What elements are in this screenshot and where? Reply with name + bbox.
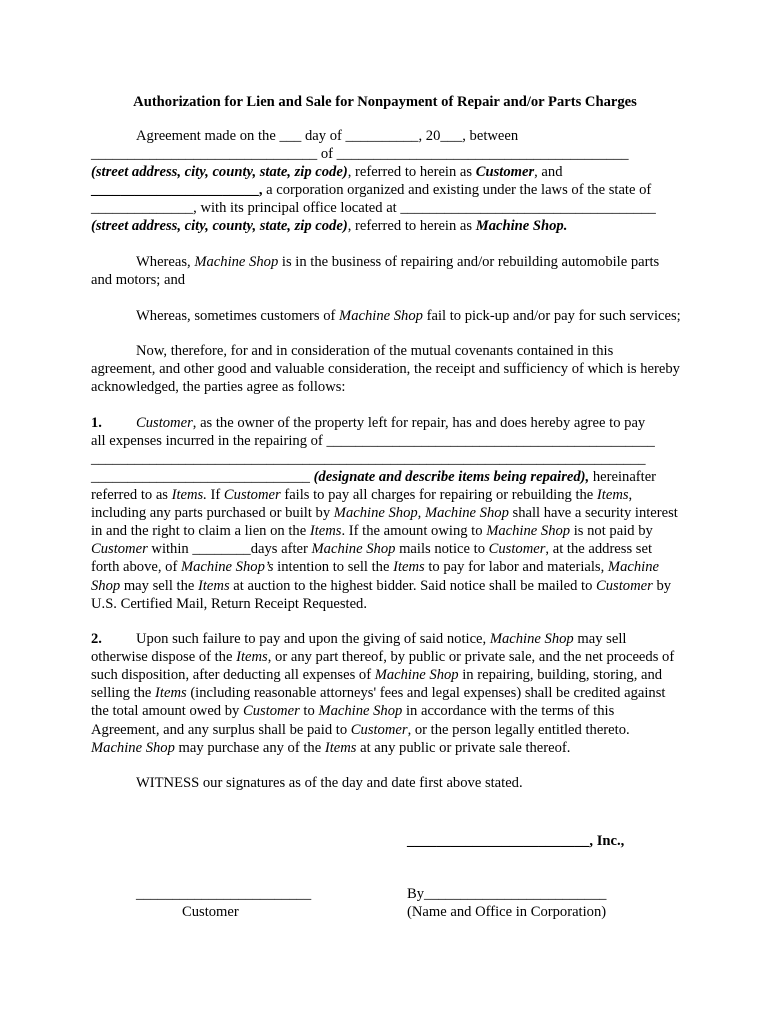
text: Upon such failure to pay and upon the giving of said notice, [136,631,490,648]
party-machine-shop: Machine Shop. [475,218,568,235]
text: shall have a security interest in and the right to claim a lien on the [91,505,678,540]
text-italic: Customer [243,703,300,720]
text-italic: Machine Shop [91,559,659,594]
text-italic: Machine Shop [339,307,423,324]
text-italic: Items. [171,487,207,504]
text: in repairing, building, storing, and selling the [91,667,663,702]
text: If [206,487,224,504]
text: is in the business of repairing and/or rebuilding automobile parts and motors; and [91,253,660,289]
witness-statement: WITNESS our signatures as of the day and date first above stated. [136,775,523,792]
section-1-paragraph [91,486,681,613]
intro-line-6 [91,217,681,235]
by-signature-label: (Name and Office in Corporation) [407,904,607,920]
text-italic: Machine Shop [374,667,459,684]
section-2-number: 2. [91,631,102,648]
text-italic: Customer [350,721,408,738]
text-italic: Items [393,559,425,576]
items-blank: ______________________________ [91,468,314,485]
items-note: (designate and describe items being repaired), [313,468,590,485]
section-2-paragraph [91,630,681,757]
text: may purchase any of the [174,739,325,756]
text: , or any part thereof, by public or private sale, and the net proceeds of such disposition, after deducting all expenses of [91,649,675,684]
text-italic: Items [596,487,629,504]
text: at any public or private sale thereof. [356,739,571,756]
text: , as the owner of the property left for repair, has and does hereby agree to pay [192,414,646,431]
customer-signature-label: Customer [182,904,239,920]
text: , including any parts purchased or built by [91,487,633,522]
text-italic: Customer [488,541,546,558]
text: fails to pay all charges for repairing or rebuilding the [280,487,597,504]
intro-text: , referred to herein as [347,218,476,235]
party-customer: Customer [475,164,535,181]
text: mails notice to [395,541,489,558]
customer-signature-line: ________________________ [136,886,312,902]
text-italic: Items [324,739,357,756]
intro-line-2: _______________________________ of ________________________________________ [91,146,629,163]
section-1-line-3: ____________________________________________________________________________ [91,450,646,467]
intro-text: , referred to herein as [347,164,476,181]
text-italic: Items [155,685,187,702]
text: (including reasonable attorneys' fees and legal expenses) shall be credited against the total amount owed by [91,685,666,720]
text-italic: Customer [596,577,653,594]
text-italic: Machine Shop [489,631,574,648]
text: fail to pick-up and/or pay for such services; [422,307,681,324]
text: referred to as [91,487,172,504]
text: within ________days after [147,541,312,558]
text-italic: Machine Shop [91,739,175,756]
text: at auction to the highest bidder. Said notice shall be mailed to [229,577,597,594]
text-italic: Customer [91,541,148,558]
corporation-signature-line: _________________________, Inc., [407,833,625,849]
intro-line-3 [91,163,681,181]
text: to pay for labor and materials, [424,559,608,576]
text: hereinafter [589,468,657,485]
by-signature-line: By_________________________ [407,886,607,902]
now-therefore-paragraph: Now, therefore, for and in consideration of the mutual covenants contained in this agreement, and other good and valuable consideration, the receipt and sufficiency of which is hereby acknowledged, the parties agree as follows: [91,343,680,396]
corporation-blank: _______________________, [91,182,263,199]
text-italic: Customer [223,487,281,504]
text-italic: Machine Shop [318,703,403,720]
text-italic: Items [309,523,342,540]
text: , or the person legally entitled thereto. [407,721,630,738]
text-italic: Machine Shop [311,541,396,558]
document-body [91,127,681,792]
text-italic: Machine Shop [194,253,279,270]
text-italic: Machine Shop [486,523,571,540]
text-italic: Customer [136,414,193,431]
text-italic: Machine Shop, Machine Shop [333,505,509,522]
intro-line-5: ______________, with its principal office located at ___________________________________ [91,200,656,217]
text: by U.S. Certified Mail, Return Receipt Requested. [91,577,672,612]
intro-text: a corporation organized and existing under the laws of the state of [262,182,652,199]
section-1-line-2: all expenses incurred in the repairing of _____________________________________________ [91,432,655,449]
text: Whereas, sometimes customers of [136,307,340,324]
text: is not paid by [570,523,653,540]
text-italic: Items [236,649,268,666]
intro-text: , and [534,164,563,181]
text: to [299,703,319,720]
intro-line-1: Agreement made on the ___ day of __________, 20___, between [136,128,519,144]
document-title: Authorization for Lien and Sale for Nonpayment of Repair and/or Parts Charges [133,94,637,110]
address-note-1: (street address, city, county, state, zip code) [91,164,348,181]
text: in accordance with the terms of this Agreement, and any surplus shall be paid to [91,703,615,738]
section-1-number: 1. [91,414,102,431]
address-note-2: (street address, city, county, state, zip code) [91,218,348,235]
intro-line-4 [91,181,681,199]
text-italic: Machine Shop’s [180,559,274,576]
text: Whereas, [136,253,195,270]
whereas-paragraph-1 [91,253,681,289]
section-1-line-1 [91,414,681,432]
text: , at the address set forth above, of [91,541,653,576]
text: may sell the [120,577,199,594]
text: . If the amount owing to [341,523,487,540]
text-italic: Items [198,577,230,594]
whereas-paragraph-2 [91,307,681,325]
text: intention to sell the [273,559,394,576]
section-1-line-4 [91,468,681,486]
text: may sell otherwise dispose of the [91,631,627,666]
